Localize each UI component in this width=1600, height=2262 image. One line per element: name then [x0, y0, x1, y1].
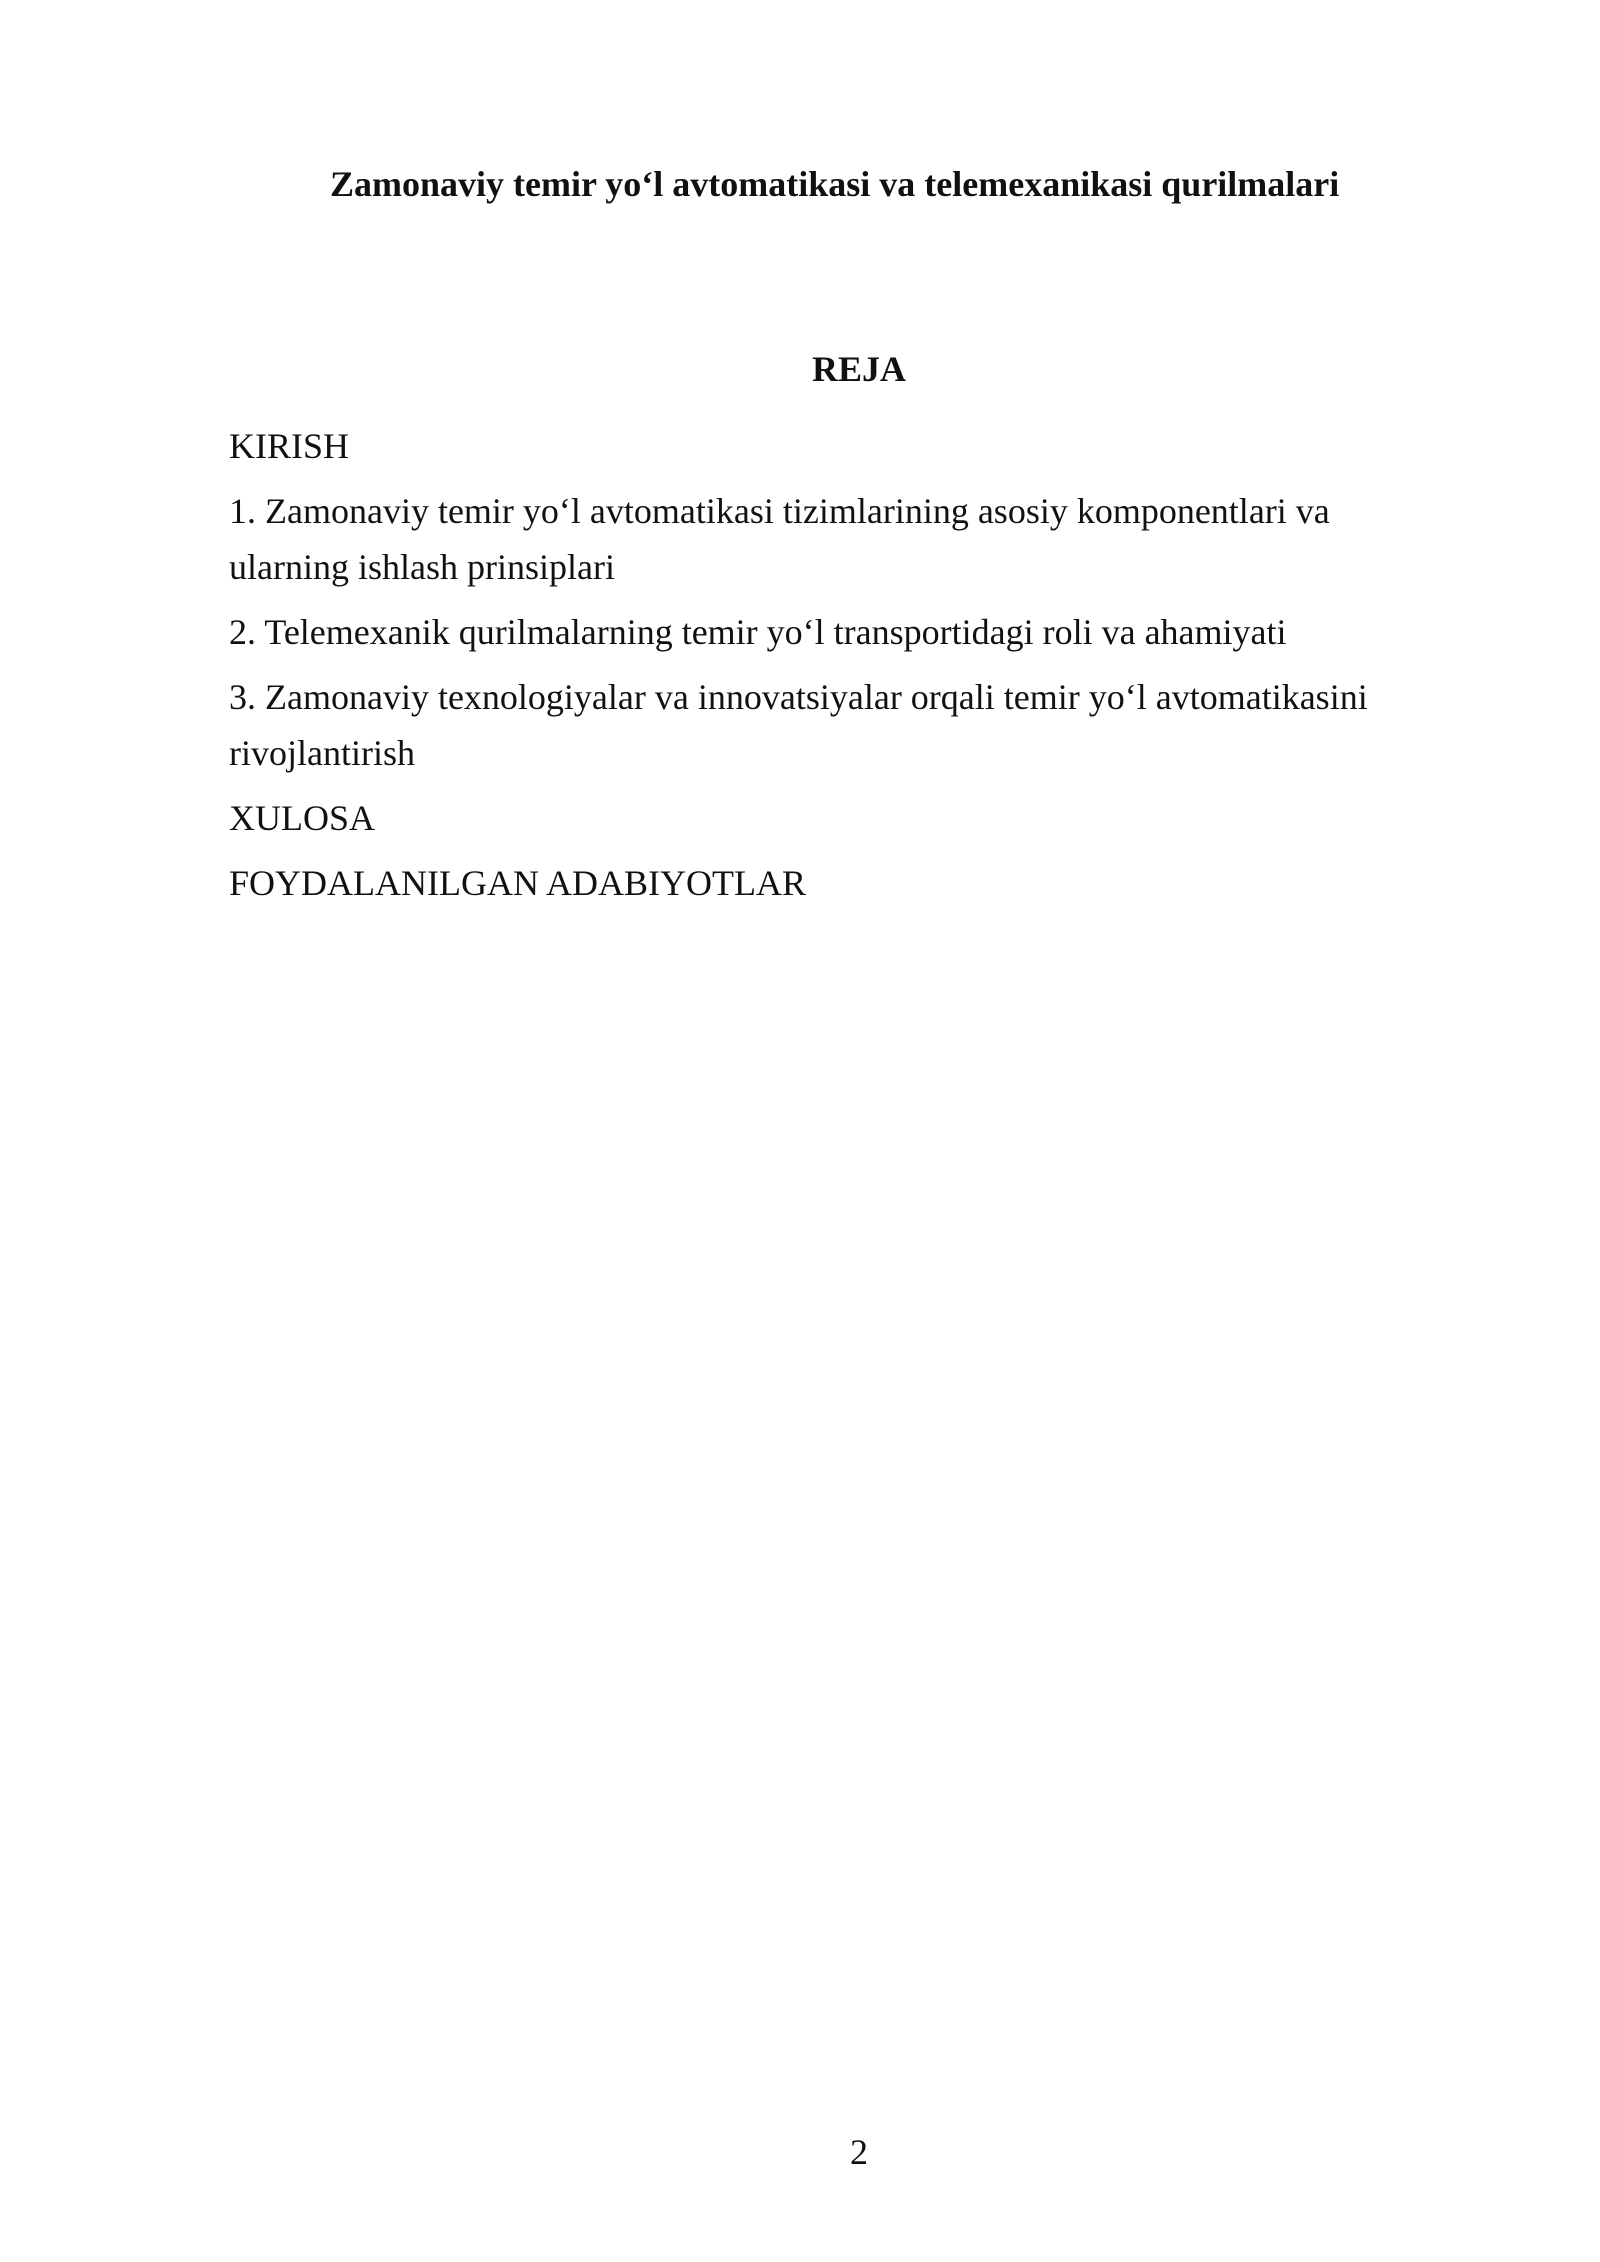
plan-item-section-1: 1. Zamonaviy temir yo‘l avtomatikasi tizimlarining asosiy komponentlari va ularning ishlash prinsiplari [229, 491, 1330, 587]
plan-item-conclusion: XULOSA [229, 798, 376, 838]
plan-heading: REJA [811, 349, 906, 389]
plan-list [229, 418, 1429, 920]
document-title: Zamonaviy temir yo‘l avtomatikasi va telemexanikasi qurilmalari [330, 164, 1340, 204]
plan-item-references: FOYDALANILGAN ADABIYOTLAR [229, 863, 806, 903]
plan-item-section-2: 2. Telemexanik qurilmalarning temir yo‘l transportidagi roli va ahamiyati [229, 612, 1287, 652]
plan-item-introduction: KIRISH [229, 426, 350, 466]
page-number: 2 [850, 2132, 868, 2172]
plan-item-section-3: 3. Zamonaviy texnologiyalar va innovatsiyalar orqali temir yo‘l avtomatikasini rivojlantirish [229, 677, 1368, 773]
